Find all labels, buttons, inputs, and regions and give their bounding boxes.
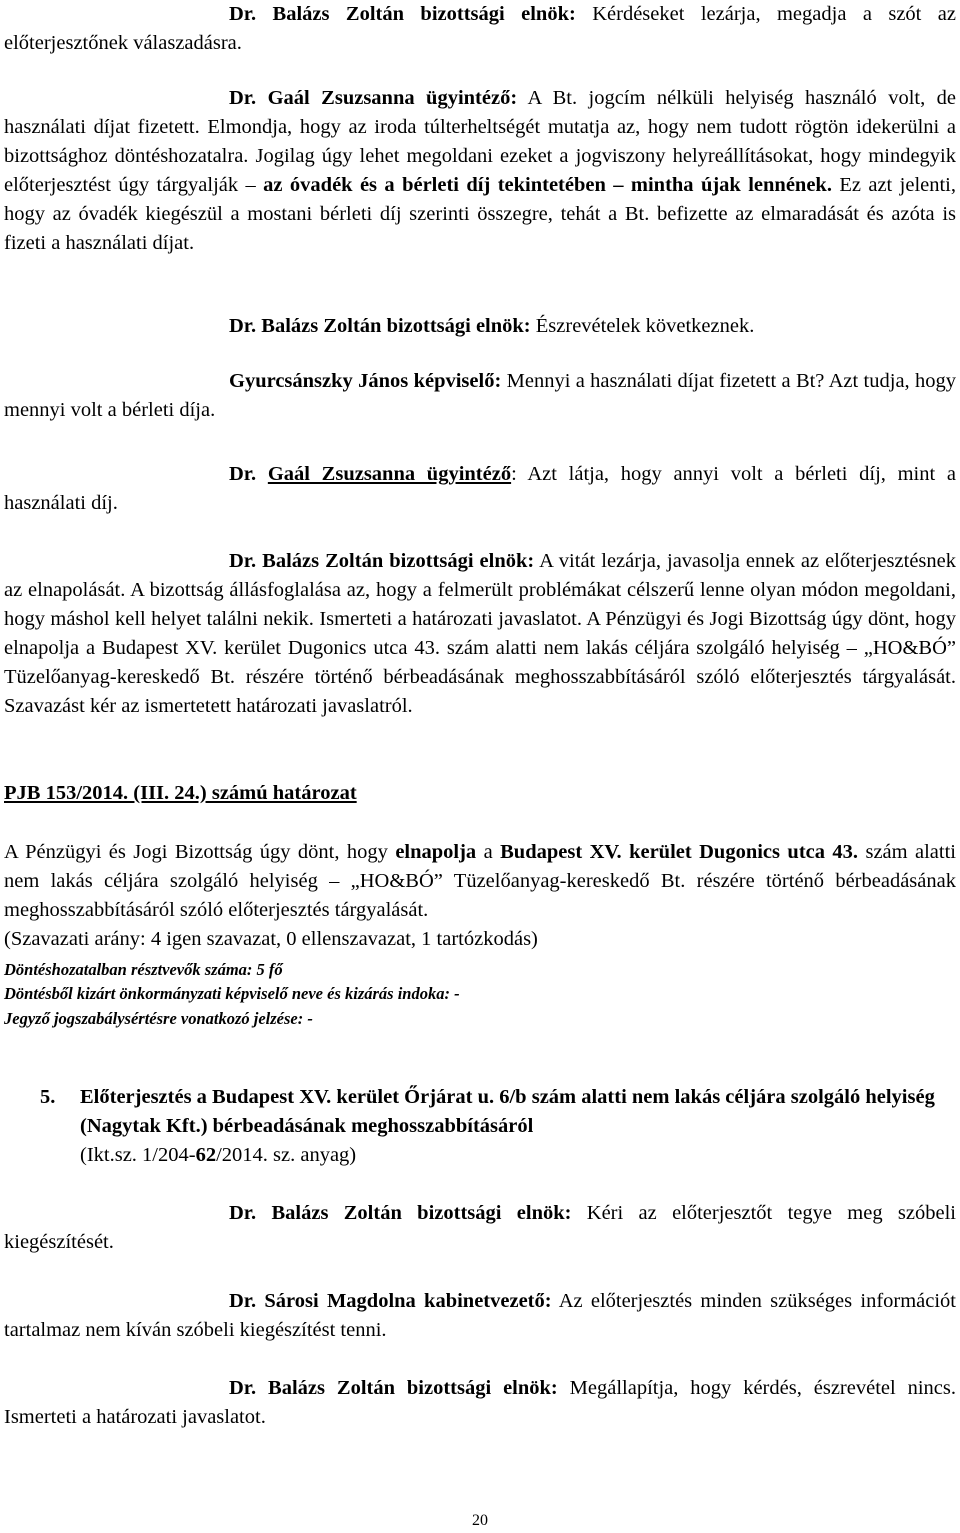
participants-count: Döntéshozatalban résztvevők száma: 5 fő xyxy=(4,960,283,979)
speaker: Dr. Balázs Zoltán bizottsági elnök: xyxy=(229,550,535,572)
resolution-text-part: A Pénzügyi és Jogi Bizottság úgy dönt, hogy xyxy=(4,841,396,863)
speaker: Dr. Balázs Zoltán bizottsági elnök: xyxy=(229,3,576,25)
resolution-bold-part: Budapest XV. kerület Dugonics utca 43. xyxy=(500,841,859,863)
paragraph-text: Kérdéseket lezárja, megadja a szót az előterjesztőnek válaszadásra. xyxy=(4,3,956,54)
paragraph-text: Megállapítja, hogy kérdés, észrevétel nincs. Ismerteti a határozati javaslatot. xyxy=(4,1377,956,1428)
paragraph-text: Ez azt jelenti, hogy az óvadék kiegészül a mostani bérleti díj szerinti összegre, tehát a Bt. befizette az elmaradását és azóta is fizeti a használati díjat. xyxy=(4,174,956,254)
speaker: Dr. Balázs Zoltán bizottsági elnök: xyxy=(229,1377,558,1399)
paragraph-text: A vitát lezárja, javasolja ennek az előterjesztésnek az elnapolását. A bizottság állásfoglalása az, hogy a felmerült problémákat célszerű lenne olyan módon megoldani, hogy máshol kell helyet találni nekik. Ismerteti a határozati javaslatot. A Pénzügyi és Jogi Bizottság úgy dönt, hogy elnapolja a Budapest XV. kerület Dugonics utca 43. szám alatti nem lakás céljára szolgáló helyiség – „HO&BÓ” Tüzelőanyag-kereskedő Bt. részére történő bérbeadásának meghosszabbításáról szóló előterjesztés tárgyalását. Szavazást kér az ismertetett határozati javaslatról. xyxy=(4,550,956,717)
speaker: Dr. Gaál Zsuzsanna ügyintéző: xyxy=(229,87,518,109)
resolution-text-part: a xyxy=(476,841,501,863)
speaker: Dr. xyxy=(229,463,268,485)
agenda-item-title: Előterjesztés a Budapest XV. kerület Őrjárat u. 6/b szám alatti nem lakás céljára szolgáló helyiség (Nagytak Kft.) bérbeadásának meghosszabbításáról xyxy=(80,1086,935,1137)
paragraph-bold-text: az óvadék és a bérleti díj tekintetében – mintha újak lennének. xyxy=(263,174,832,196)
paragraph-text: A Bt. jogcím nélküli helyiség használó volt, de használati díjat fizetett. Elmondja, hogy az iroda túlterheltségét mutatja az, hogy nem tudott rögtön idekerülni a bizottsághoz döntéshozatalra. Jogilag úgy lehet megoldani ezeket a jogviszony helyreállításokat, hogy mindegyik előterjesztést úgy tárgyalják – xyxy=(4,87,956,196)
excluded-representative: Döntésből kizárt önkormányzati képviselő neve és kizárás indoka: - xyxy=(4,984,460,1003)
speaker: Dr. Sárosi Magdolna kabinetvezető: xyxy=(229,1290,552,1312)
speaker: Dr. Balázs Zoltán bizottsági elnök: xyxy=(229,315,531,337)
paragraph-chair-asks-supplement xyxy=(4,1199,956,1257)
notary-remark: Jegyző jogszabálysértésre vonatkozó jelzése: - xyxy=(4,1009,313,1028)
reference-part: (Ikt.sz. 1/204- xyxy=(80,1144,196,1166)
resolution-text-part: szám alatti nem lakás céljára szolgáló helyiség – „HO&BÓ” Tüzelőanyag-kereskedő Bt. részére történő bérbeadásának meghosszabbításáról szóló előterjesztés tárgyalását. xyxy=(4,841,956,921)
paragraph-text: Észrevételek következnek. xyxy=(530,315,755,337)
paragraph-chair-closes-questions xyxy=(4,0,956,58)
agenda-item-number: 5. xyxy=(40,1086,56,1108)
paragraph-text: Az előterjesztés minden szükséges információt tartalmaz nem kíván szóbeli kiegészítést tenni. xyxy=(4,1290,957,1341)
agenda-item-reference xyxy=(80,1141,956,1170)
vote-ratio: (Szavazati arány: 4 igen szavazat, 0 ellenszavazat, 1 tartózkodás) xyxy=(4,928,538,950)
speaker-underlined: Gaál Zsuzsanna ügyintéző xyxy=(267,463,512,485)
paragraph-gyurcsanszky-question xyxy=(4,367,956,425)
paragraph-sarosi-statement xyxy=(4,1287,956,1345)
resolution-text xyxy=(4,838,956,925)
reference-bold-part: 62 xyxy=(195,1144,217,1166)
page-number: 20 xyxy=(472,1512,488,1529)
paragraph-gaal-explanation xyxy=(4,84,956,258)
paragraph-text: Kéri az előterjesztőt tegye meg szóbeli kiegészítését. xyxy=(4,1202,956,1253)
speaker: Dr. Balázs Zoltán bizottsági elnök: xyxy=(229,1202,572,1224)
paragraph-gaal-answer xyxy=(4,460,956,518)
paragraph-text: Mennyi a használati díjat fizetett a Bt? Azt tudja, hogy mennyi volt a bérleti díja. xyxy=(4,370,957,421)
paragraph-chair-closes-debate xyxy=(4,547,956,721)
resolution-title: PJB 153/2014. (III. 24.) számú határozat xyxy=(4,782,357,804)
paragraph-chair-comments xyxy=(4,312,956,341)
resolution-bold-part: elnapolja xyxy=(395,841,477,863)
agenda-item-5 xyxy=(40,1083,956,1170)
speaker: Gyurcsánszky János képviselő: xyxy=(229,370,502,392)
paragraph-chair-no-questions xyxy=(4,1374,956,1432)
paragraph-text: : Azt látja, hogy annyi volt a bérleti díj, mint a használati díj. xyxy=(4,463,956,514)
reference-part: /2014. sz. anyag) xyxy=(216,1144,357,1166)
